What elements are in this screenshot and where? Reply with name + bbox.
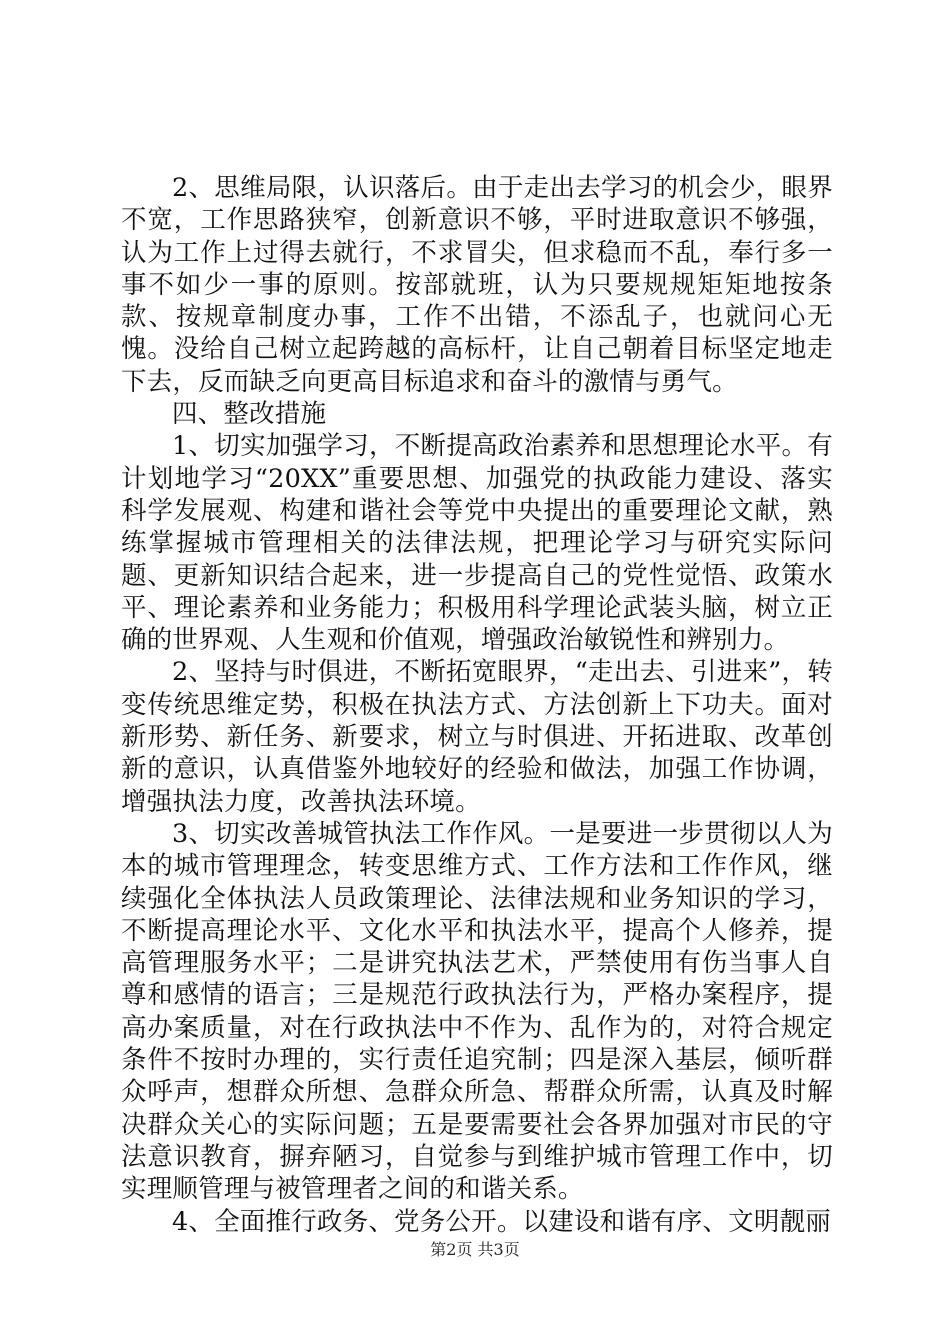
paragraph-open-affairs: 4、全面推行政务、党务公开。以建设和谐有序、文明靓丽: [172, 1206, 831, 1237]
paragraph-strengthen-study: 1、切实加强学习，不断提高政治素养和思想理论水平。有计划地学习“20XX”重要思想、加强党的执政能力建设、落实科学发展观、构建和谐社会等党中央提出的重要理论文献，熟练掌握城市管理相关的法律法规，把理论学习与研究实际问题、更新知识结合起来，进一步提高自己的党性觉悟、政策水平、理论素养和业务能力；积极用科学理论武装头脑，树立正确的世界观、人生观和价值观，增强政治敏锐性和辨别力。: [121, 431, 833, 656]
page-footer: 第2页 共3页: [430, 1240, 520, 1259]
paragraph-work-style: 3、切实改善城管执法工作作风。一是要进一步贯彻以人为本的城市管理理念，转变思维方式、工作方法和工作作风，继续强化全体执法人员政策理论、法律法规和业务知识的学习，不断提高理论水平、文化水平和执法水平，提高个人修养，提高管理服务水平；二是讲究执法艺术，严禁使用有伤当事人自尊和感情的语言；三是规范行政执法行为，严格办案程序，提高办案质量，对在行政执法中不作为、乱作为的，对符合规定条件不按时办理的，实行责任追究制；四是深入基层，倾听群众呼声，想群众所想、急群众所急、帮群众所需，认真及时解决群众关心的实际问题；五是要需要社会各界加强对市民的守法意识教育，摒弃陋习，自觉参与到维护城市管理工作中，切实理顺管理与被管理者之间的和谐关系。: [121, 818, 833, 1205]
paragraph-thinking-limits: 2、思维局限，认识落后。由于走出去学习的机会少，眼界不宽，工作思路狭窄，创新意识不够，平时进取意识不够强，认为工作上过得去就行，不求冒尖，但求稳而不乱，奉行多一事不如少一事的原则。按部就班，认为只要规规矩矩地按条款、按规章制度办事，工作不出错，不添乱子，也就问心无愧。没给自己树立起跨越的高标杆，让自己朝着目标坚定地走下去，反而缺乏向更高目标追求和奋斗的激情与勇气。: [121, 173, 833, 397]
paragraph-keep-pace: 2、坚持与时俱进，不断拓宽眼界，“走出去、引进来”，转变传统思维定势，积极在执法方式、方法创新上下功夫。面对新形势、新任务、新要求，树立与时俱进、开拓进取、改革创新的意识，认真借鉴外地较好的经验和做法，加强工作协调，增强执法力度，改善执法环境。: [121, 657, 833, 817]
document-body: [121, 172, 833, 1238]
section-heading-rectification: 四、整改措施: [172, 399, 327, 430]
